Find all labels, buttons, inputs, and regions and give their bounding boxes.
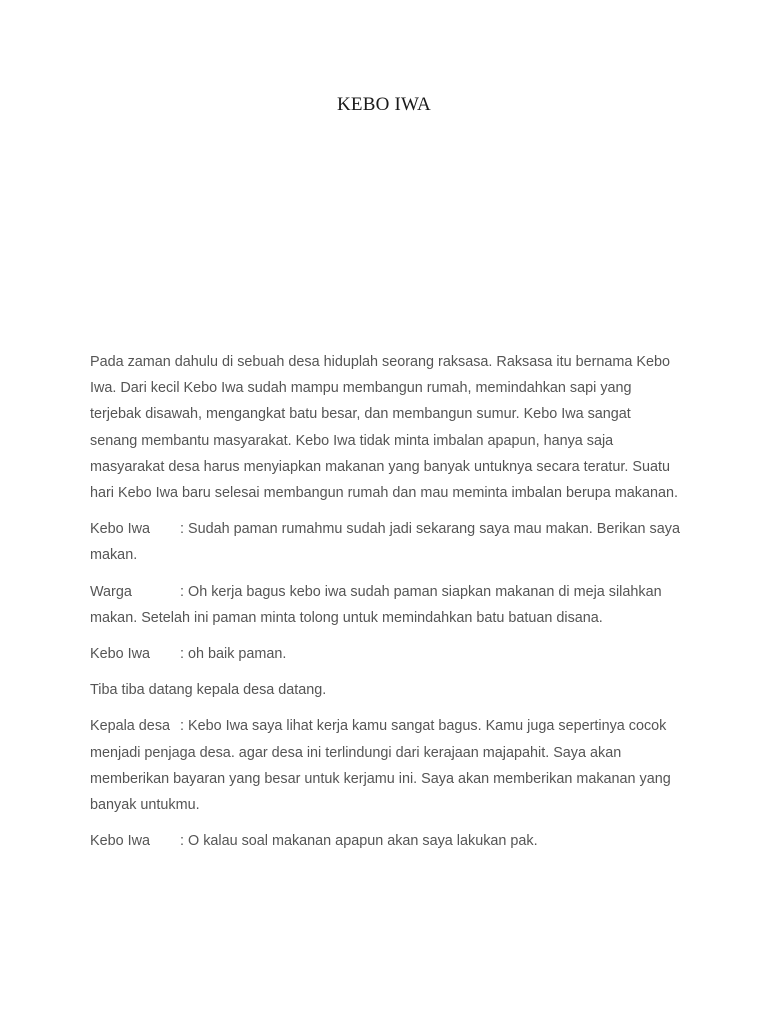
- document-title: KEBO IWA: [337, 94, 431, 115]
- dialog-line: [90, 516, 680, 568]
- dialog-text: : oh baik paman.: [180, 646, 287, 663]
- narration-paragraph: Pada zaman dahulu di sebuah desa hiduplah seorang raksasa. Raksasa itu bernama Kebo Iwa. Dari kecil Kebo Iwa sudah mampu membangun rumah, memindahkan sapi yang terjebak disawah, mengangkat batu besar, dan membangun sumur. Kebo Iwa sangat senang membantu masyarakat. Kebo Iwa tidak minta imbalan apapun, hanya saja masyarakat desa harus menyiapkan makanan yang banyak untuknya secara teratur. Suatu hari Kebo Iwa baru selesai membangun rumah dan mau meminta imbalan berupa makanan.: [90, 354, 678, 502]
- dialog-speaker: Kebo Iwa: [90, 833, 151, 850]
- dialog-text: : Sudah paman rumahmu sudah jadi sekarang saya mau makan. Berikan saya makan.: [90, 521, 680, 564]
- dialog-line: [90, 828, 680, 854]
- dialog-text: : O kalau soal makanan apapun akan saya lakukan pak.: [180, 833, 538, 850]
- dialog-line: [90, 713, 680, 818]
- narration-paragraph: Tiba tiba datang kepala desa datang.: [90, 682, 327, 699]
- dialog-speaker: Kepala desa: [90, 718, 171, 735]
- document-body: [90, 349, 680, 864]
- dialog-text: : Oh kerja bagus kebo iwa sudah paman siapkan makanan di meja silahkan makan. Setelah ini paman minta tolong untuk memindahkan batu batuan disana.: [90, 583, 662, 626]
- dialog-speaker: Warga: [90, 583, 132, 600]
- dialog-line: [90, 579, 680, 631]
- dialog-speaker: Kebo Iwa: [90, 646, 151, 663]
- dialog-speaker: Kebo Iwa: [90, 521, 151, 538]
- dialog-line: [90, 641, 680, 667]
- dialog-text: : Kebo Iwa saya lihat kerja kamu sangat bagus. Kamu juga sepertinya cocok menjadi penjaga desa. agar desa ini terlindungi dari kerajaan majapahit. Saya akan memberikan bayaran yang besar untuk kerjamu ini. Saya akan memberikan makanan yang banyak untukmu.: [90, 718, 671, 814]
